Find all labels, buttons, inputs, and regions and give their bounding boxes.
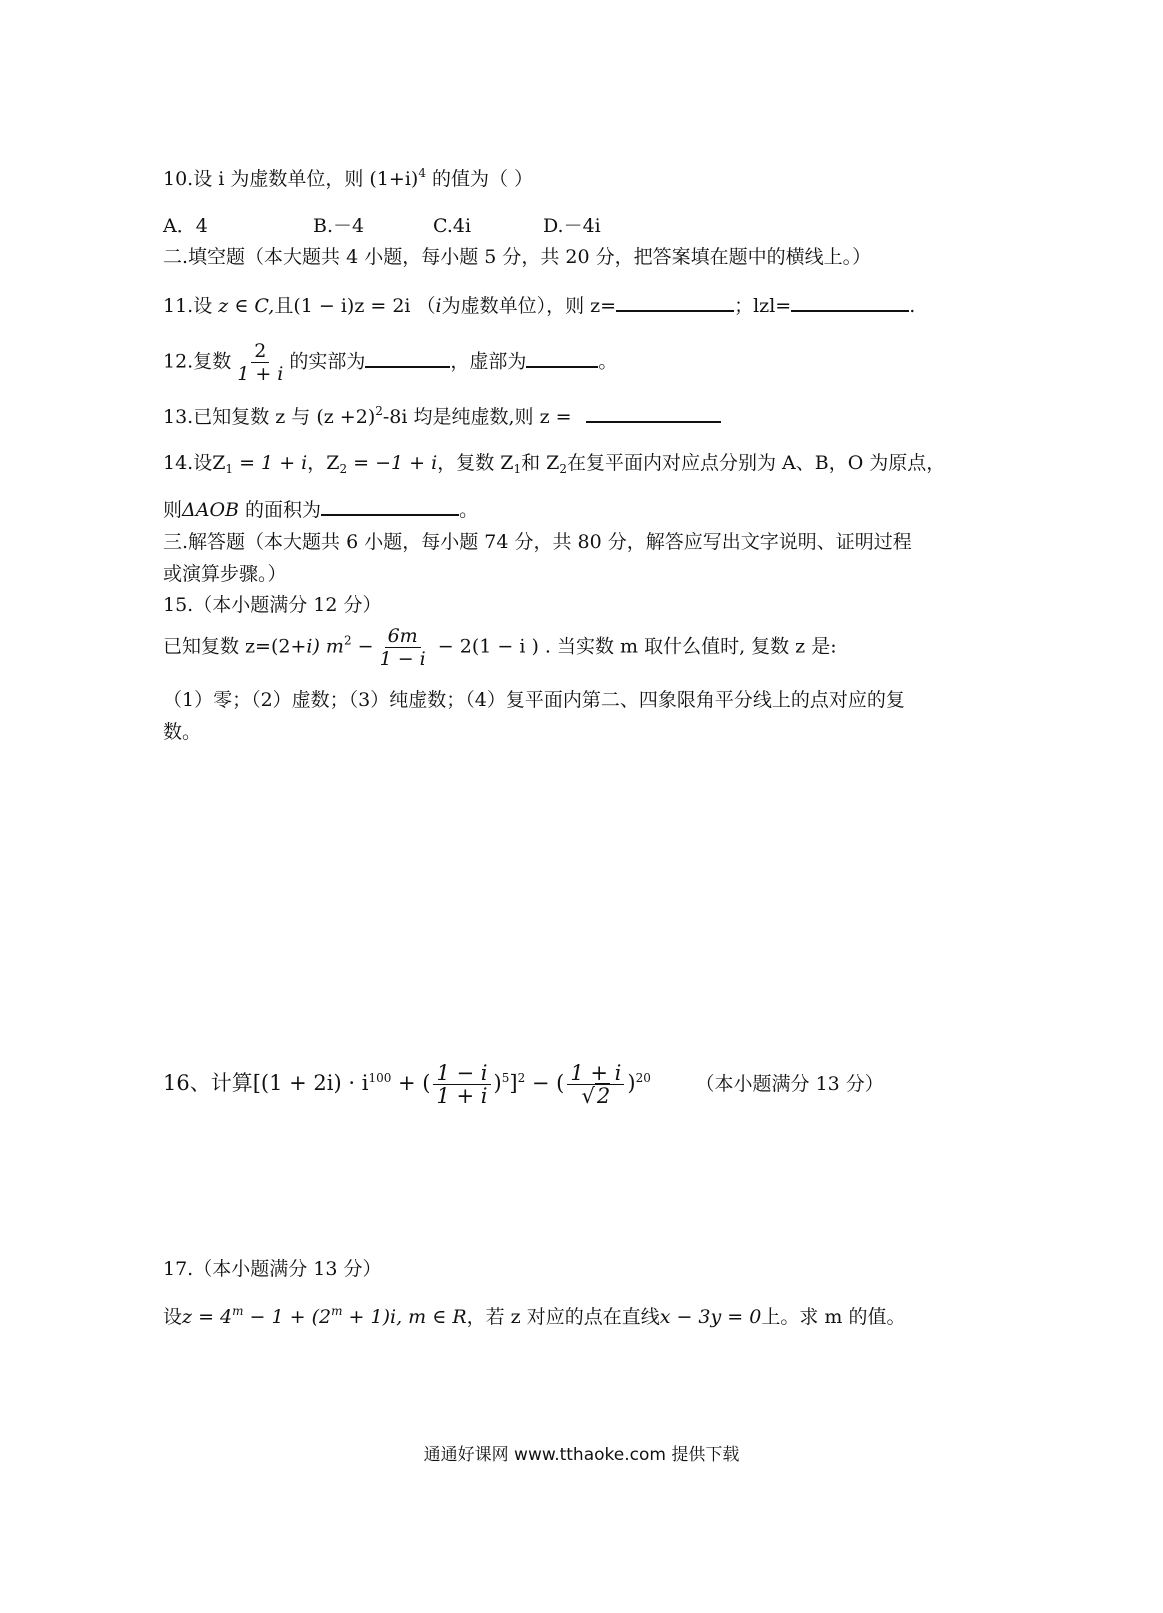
question-15-heading: 15.（本小题满分 12 分） xyxy=(163,594,382,616)
q16-denominator-2: 2 xyxy=(596,1084,611,1108)
q16-text: 16、计算[(1 + 2i) · i xyxy=(163,1071,369,1095)
q11-equation: 且(1 − i)z = 2i xyxy=(274,295,411,317)
q16-minus: − ( xyxy=(525,1071,565,1095)
q14-z1: Z xyxy=(212,452,226,474)
q17-exp-m-2: m xyxy=(331,1304,343,1318)
option-b: B.－4 xyxy=(313,215,365,237)
option-c: C.4i xyxy=(433,215,472,237)
answer-blank-z13[interactable] xyxy=(586,405,721,423)
q14-line2-pre: 则 xyxy=(163,499,183,521)
q11-condition: z ∈ C, xyxy=(218,295,275,317)
q15-i: i xyxy=(306,635,313,658)
section-3-heading-cont: 或演算步骤。） xyxy=(163,563,287,585)
question-10-options xyxy=(163,213,601,239)
q12-label: 12.复数 xyxy=(163,350,232,373)
q16-fraction-1 xyxy=(433,1062,490,1107)
q15-minus: − xyxy=(351,635,374,658)
q16-numerator-1: 1 − i xyxy=(433,1062,490,1085)
question-17 xyxy=(163,1304,905,1330)
q13-exponent: 2 xyxy=(375,404,383,418)
question-11: 11.设 z ∈ C,且(1 − i)z = 2i （i为虚数单位），则 z= ；lzl= . xyxy=(163,295,916,317)
q12-denominator: 1 + i xyxy=(237,363,284,385)
q14-triangle: ΔAOB xyxy=(182,499,239,521)
q15-exponent: 2 xyxy=(343,633,352,648)
q11-note: 为虚数单位），则 z= xyxy=(441,295,617,317)
q14-z2: Z xyxy=(326,452,340,474)
question-14-line2 xyxy=(163,497,478,523)
q15-text: 已知复数 z=(2+ xyxy=(163,635,307,658)
q16-exp-5: 5 xyxy=(501,1071,510,1085)
q12-numerator: 2 xyxy=(251,340,269,363)
q10-exponent: 4 xyxy=(418,166,426,180)
option-d: D.－4i xyxy=(543,215,601,237)
answer-blank-imag-part[interactable] xyxy=(526,350,598,368)
q13-text-end: -8i 均是纯虚数,则 z = xyxy=(382,406,578,428)
q11-label: 11.设 xyxy=(163,295,213,317)
q16-exp-20: 20 xyxy=(635,1071,651,1085)
q10-expression: (1+i) xyxy=(369,168,419,190)
q15-text-end: − 2(1 − i ) . 当实数 m 取什么值时, 复数 z 是: xyxy=(431,635,837,658)
q12-fraction xyxy=(234,340,286,385)
q13-text: 13.已知复数 z 与 (z +2) xyxy=(163,406,376,428)
q17-text: ，若 z 对应的点在直线 xyxy=(466,1306,660,1328)
answer-blank-modulus[interactable] xyxy=(791,294,909,312)
q16-exp-2: 2 xyxy=(517,1071,526,1085)
q16-close-paren: ) xyxy=(493,1071,502,1095)
q14-label: 14.设 xyxy=(163,452,213,474)
q14-end: 。 xyxy=(459,499,479,521)
question-15-parts-cont: 数。 xyxy=(163,721,202,743)
q14-z2-value: = −1 + i xyxy=(347,452,438,474)
answer-blank-real-part[interactable] xyxy=(365,350,450,368)
q14-z1-value: = 1 + i xyxy=(233,452,308,474)
q14-text: ，复数 Z xyxy=(437,452,514,474)
q16-points: （本小题满分 13 分） xyxy=(695,1073,884,1095)
question-15-parts: （1）零；（2）虚数；（3）纯虚数；（4）复平面内第二、四象限角平分线上的点对应的复 xyxy=(163,689,905,711)
q16-close-paren-2: ) xyxy=(627,1071,636,1095)
q14-text-end: 在复平面内对应点分别为 A、B，O 为原点， xyxy=(566,452,946,474)
q16-numerator-2: 1 + i xyxy=(567,1062,624,1085)
q16-plus: + ( xyxy=(391,1071,431,1095)
q17-expr-3: + 1)i, m ∈ R xyxy=(342,1306,467,1328)
q11-modulus-label: ；lzl= xyxy=(734,295,792,317)
q16-denominator-1: 1 + i xyxy=(436,1084,488,1108)
q17-text-end: 上。求 m 的值。 xyxy=(761,1306,906,1328)
q15-denominator: 1 − i xyxy=(379,648,426,670)
q14-and: 和 Z xyxy=(521,452,560,474)
question-13 xyxy=(163,404,721,430)
page-footer: 通通好课网 www.tthaoke.com 提供下载 xyxy=(423,1445,740,1465)
answer-blank-area[interactable] xyxy=(321,498,459,516)
q11-i-symbol: i xyxy=(435,295,442,317)
question-10-stem xyxy=(163,166,533,192)
q10-text-end: 的值为（ ） xyxy=(432,168,534,190)
q17-line-equation: x − 3y = 0 xyxy=(659,1306,762,1328)
q14-area-label: 的面积为 xyxy=(245,499,322,521)
q15-numerator: 6m xyxy=(385,625,421,648)
question-12 xyxy=(163,340,617,385)
q16-exp-100: 100 xyxy=(368,1071,392,1085)
question-16 xyxy=(163,1062,884,1107)
question-17-heading: 17.（本小题满分 13 分） xyxy=(163,1258,382,1280)
q16-fraction-2: $\frac{1 + i}{√2}$ xyxy=(567,1062,624,1107)
q15-fraction xyxy=(377,625,429,670)
q12-end: 。 xyxy=(598,350,618,373)
option-a: A．4 xyxy=(163,215,208,237)
q15-m: ) m xyxy=(312,635,344,658)
q17-exp-m: m xyxy=(232,1304,244,1318)
q16-bracket: ] xyxy=(509,1071,518,1095)
question-15-stem xyxy=(163,625,837,670)
q17-expr: z = 4 xyxy=(182,1306,233,1328)
q11-end: . xyxy=(909,295,916,317)
q12-imag-label: ，虚部为 xyxy=(450,350,527,373)
q12-real-label: 的实部为 xyxy=(289,350,366,373)
q17-label: 设 xyxy=(163,1306,183,1328)
q10-text: 10.设 i 为虚数单位，则 xyxy=(163,168,364,190)
question-14 xyxy=(163,450,945,476)
q14-z1-sub-2: 1 xyxy=(513,462,522,476)
q14-z2-sub: 2 xyxy=(339,462,348,476)
q14-z2-sub-2: 2 xyxy=(559,462,567,476)
answer-blank-z[interactable] xyxy=(616,294,734,312)
q17-expr-2: − 1 + (2 xyxy=(243,1306,332,1328)
q14-sep: ， xyxy=(307,452,327,474)
q14-z1-sub: 1 xyxy=(225,462,234,476)
section-3-heading: 三.解答题（本大题共 6 小题，每小题 74 分，共 80 分，解答应写出文字说明、证明过程 xyxy=(163,531,912,553)
section-2-heading: 二.填空题（本大题共 4 小题，每小题 5 分，共 20 分，把答案填在题中的横线上。） xyxy=(163,246,872,268)
